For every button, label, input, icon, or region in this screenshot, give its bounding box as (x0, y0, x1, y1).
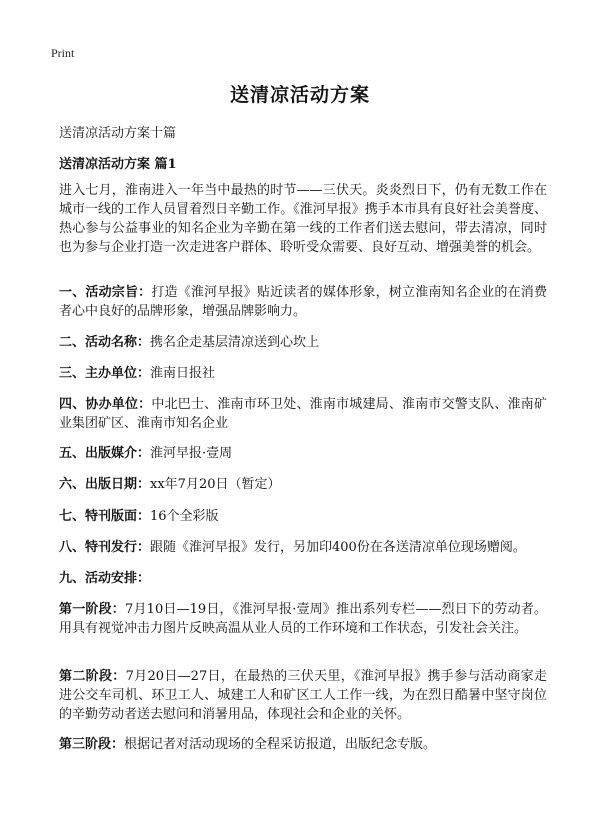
item-schedule (59, 569, 547, 588)
print-label[interactable]: Print (51, 46, 75, 60)
item-date (59, 475, 547, 494)
item-organizer (59, 364, 547, 383)
item-text: 携名企走基层清凉送到心坎上 (150, 335, 320, 350)
intro-paragraph: 进入七月，淮南进入一年当中最热的时节——三伏天。炎炎烈日下，仍有无数工作在城市一线的工作人员冒着烈日辛勤工作。《淮河早报》携手本市具有良好社会美誉度、热心参与公益事业的知名企业为辛勤在第一线的工作者们送去慰问，带去清凉，同时也为参与企业打造一次走进客户群体、聆听受众需要、良好互动、增强美誉的机会。 (59, 183, 547, 255)
section-heading: 送清凉活动方案 篇1 (59, 157, 177, 172)
item-media (59, 444, 547, 463)
item-text: 跟随《淮河早报》发行，另加印400份在各送清凉单位现场赠阅。 (150, 540, 526, 555)
item-name (59, 333, 547, 352)
item-label: 七、特刊版面： (59, 509, 151, 524)
stage-two (59, 667, 547, 724)
item-text: 中北巴士、淮南市环卫处、淮南市城建局、淮南市交警支队、淮南矿业集团矿区、淮南市知名企业 (59, 397, 547, 431)
item-text: 16个全彩版 (150, 509, 219, 524)
item-text: 7月10日—19日，《淮河早报·壹周》推出系列专栏——烈日下的劳动者。用具有视觉冲击力图片反映高温从业人员的工作环境和工作状态，引发社会关注。 (59, 602, 547, 636)
item-label: 一、活动宗旨： (59, 285, 152, 300)
item-text: 淮南日报社 (150, 366, 216, 381)
item-label: 三、主办单位： (59, 366, 151, 381)
document-subtitle: 送清凉活动方案十篇 (59, 126, 177, 141)
item-label: 第二阶段： (59, 669, 126, 684)
item-label: 二、活动名称： (59, 335, 151, 350)
item-text: 根据记者对活动现场的全程采访报道，出版纪念专版。 (124, 737, 437, 752)
item-label: 五、出版媒介： (59, 446, 151, 461)
item-label: 八、特刊发行： (59, 540, 151, 555)
page-title: 送清凉活动方案 (229, 84, 370, 106)
item-label: 第三阶段： (59, 737, 125, 752)
item-distribution (59, 538, 547, 557)
item-label: 六、出版日期： (59, 477, 151, 492)
item-purpose (59, 283, 547, 321)
item-label: 九、活动安排： (59, 571, 151, 586)
item-text: 淮河早报·壹周 (150, 446, 233, 461)
stage-one (59, 600, 547, 638)
item-text: 打造《淮河早报》贴近读者的媒体形象，树立淮南知名企业的在消费者心中良好的品牌形象，增强品牌影响力。 (59, 285, 547, 319)
item-pages (59, 507, 547, 526)
item-label: 第一阶段： (59, 602, 125, 617)
item-text: 7月20日—27日，在最热的三伏天里，《淮河早报》携手参与活动商家走进公交车司机、环卫工人、城建工人和矿区工人工作一线，为在烈日酷暑中坚守岗位的辛勤劳动者送去慰问和消暑用品，体现社会和企业的关怀。 (59, 669, 547, 722)
item-text: xx年7月20日（暂定） (150, 477, 281, 492)
stage-three (59, 735, 547, 754)
item-label: 四、协办单位： (59, 397, 152, 412)
item-co-organizer (59, 395, 547, 433)
